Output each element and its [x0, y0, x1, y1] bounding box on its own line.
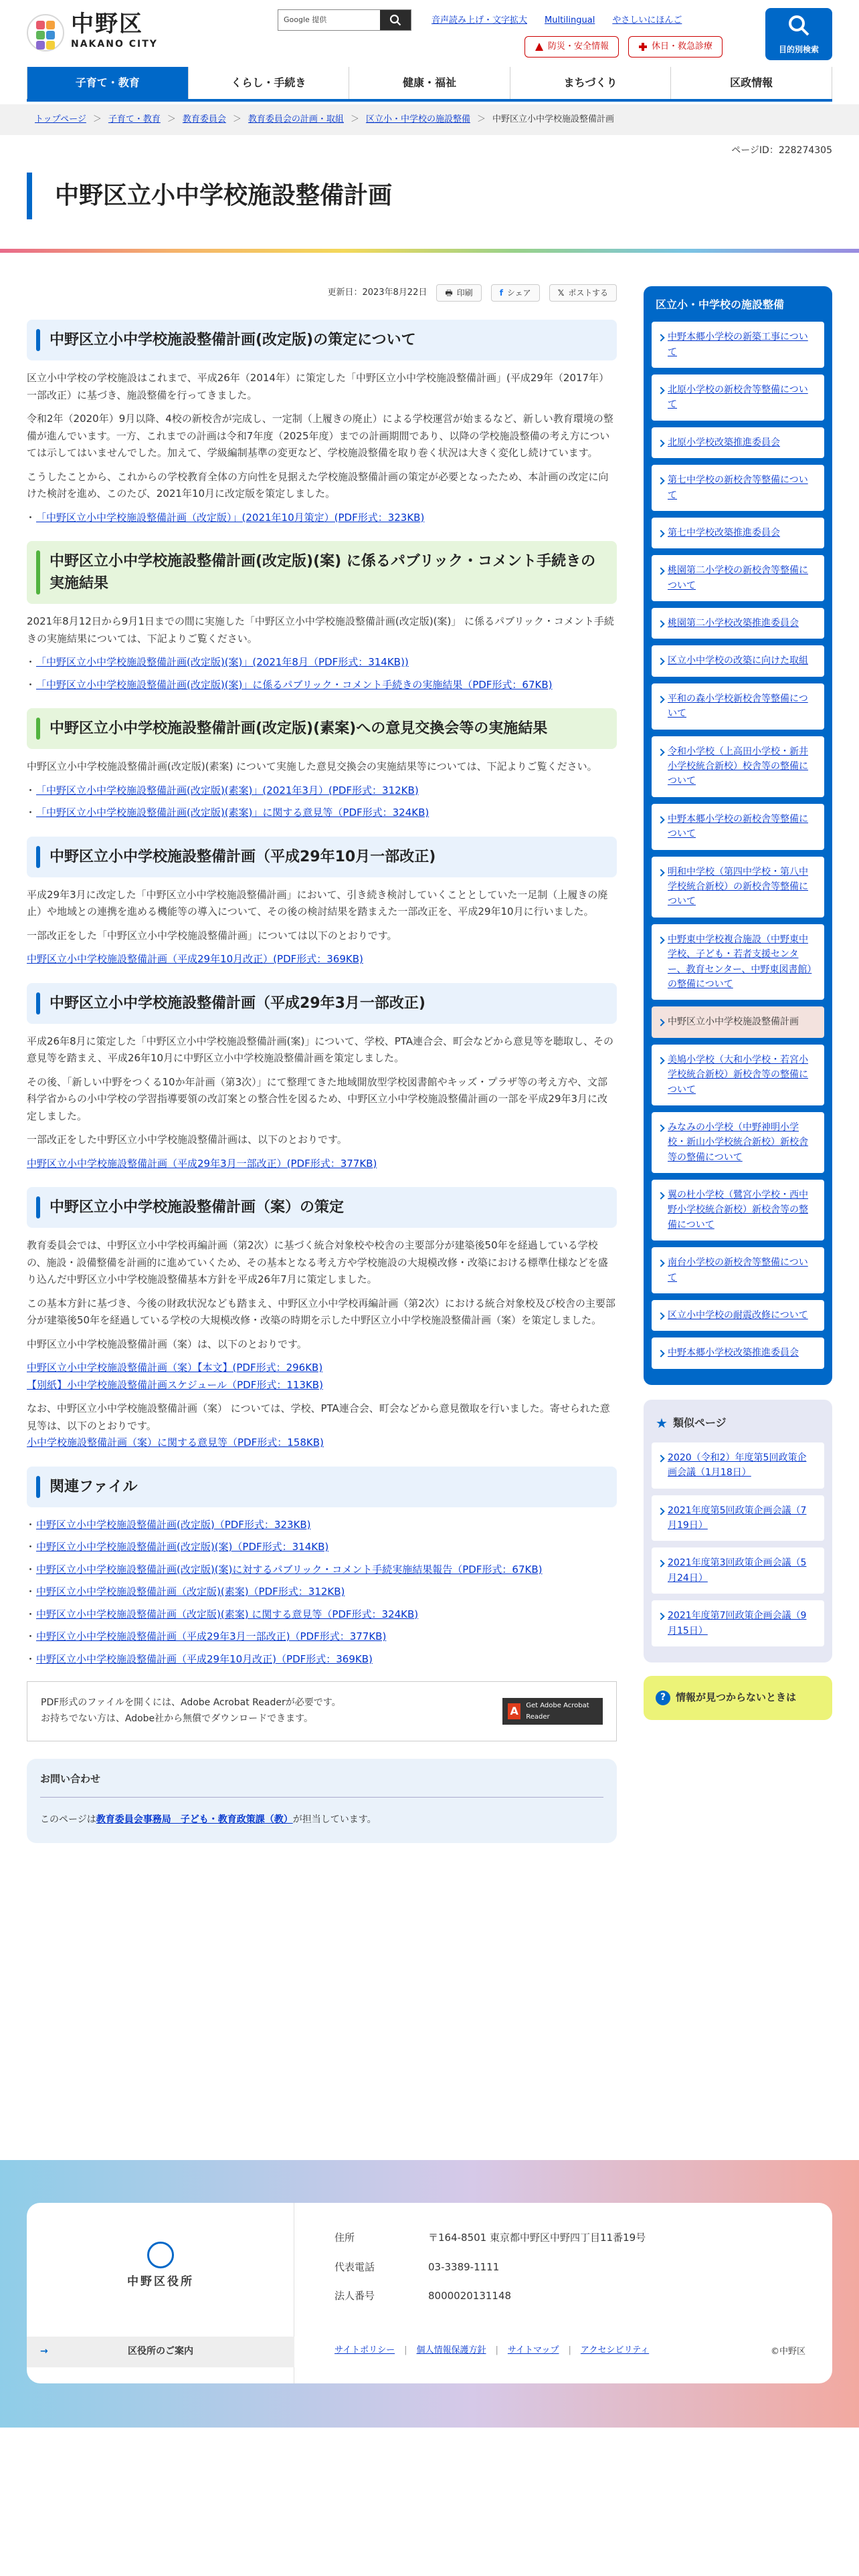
related-file-link[interactable]: 中野区立小中学校施設整備計画（改定版)(素案) に関する意見等（PDF形式：324KB)	[36, 1608, 419, 1620]
side-nav-item: 中野区立小中学校施設整備計画	[652, 1006, 824, 1037]
paragraph: 中野区立小中学校施設整備計画(改定版)(素案) について実施した意見交換会の実施結果等については、下記よりご覧ください。	[27, 760, 597, 772]
breadcrumb-item[interactable]: 教育委員会	[182, 114, 226, 124]
footer-links: サイトポリシー | 個人情報保護方針 | サイトマップ | アクセシビリティ	[335, 2343, 649, 2358]
pdf-link[interactable]: 中野区立小中学校施設整備計画（平成29年10月改正）(PDF形式：369KB)	[27, 953, 363, 965]
paragraph: 平成29年3月に改定した「中野区立小中学校施設整備計画」において、引き続き検討していくこととしていた一足制（上履きの廃止）や地域との連携を進める機能等の導入について、その後の検討結果を踏まえた一部改正を、平成29年10月に行いました。	[27, 888, 608, 918]
contact-box	[27, 1759, 617, 1843]
pdf-link[interactable]: 「中野区立小中学校施設整備計画(改定版)(素案)」に関する意見等（PDF形式：324KB)	[36, 807, 430, 819]
side-nav-item[interactable]: 翼の杜小学校（鷺宮小学校・西中野小学校統合新校）新校舎等の整備について	[652, 1180, 824, 1241]
paragraph: この基本方針に基づき、今後の財政状況なども踏まえ、中野区立小中学校再編計画（第2次）における統合対象校及び校舎の主要部分が建築後50年を経過している学校の大規模改修・改築の時期を示した中野区立小中学校施設整備計画（案）を策定しました。	[27, 1297, 615, 1326]
side-nav-item[interactable]: 南台小学校の新校舎等整備について	[652, 1247, 824, 1293]
copyright: ©中野区	[770, 2347, 805, 2357]
paragraph: 平成26年8月に策定した「中野区立小中学校施設整備計画(案)」について、学校、PTA連合会、町会などから意見等を聴取し、その意見等を踏まえ、平成26年10月に中野区立小中学校施設整備計画を策定しました。	[27, 1035, 614, 1064]
pdf-note: PDF形式のファイルを開くには、Adobe Acrobat Readerが必要です。	[41, 1697, 341, 1708]
footer-link[interactable]: 個人情報保護方針	[416, 2345, 486, 2355]
similar-page-item[interactable]: 2020（令和2）年度第5回政策企画会議（1月18日）	[652, 1442, 824, 1489]
facebook-icon: f	[499, 288, 503, 298]
related-files-heading: 関連ファイル	[27, 1467, 617, 1507]
related-file-link[interactable]: 中野区立小中学校施設整備計画(改定版)(案)に対するパブリック・コメント手続実施結果報告（PDF形式：67KB)	[36, 1563, 543, 1576]
logo-mark-icon	[27, 14, 64, 51]
related-file-link[interactable]: 中野区立小中学校施設整備計画(改定版)（PDF形式：323KB)	[36, 1518, 311, 1531]
side-nav-item[interactable]: 中野本郷小学校の新築工事について	[652, 322, 824, 368]
main-content	[27, 281, 617, 1843]
side-nav-item[interactable]: 区立小中学校の改築に向けた取組	[652, 645, 824, 676]
logo-name-en: NAKANO CITY	[71, 39, 158, 50]
footer-link[interactable]: サイトマップ	[507, 2345, 559, 2355]
side-nav-item[interactable]: 美鳩小学校（大和小学校・若宮小学校統合新校）新校舎等の整備について	[652, 1045, 824, 1105]
office-guide-link[interactable]: → 区役所のご案内	[27, 2337, 294, 2367]
section-heading: 中野区立小中学校施設整備計画（平成29年3月一部改正)	[27, 983, 617, 1024]
similar-pages: ★ 類似ページ 2020（令和2）年度第5回政策企画会議（1月18日） 2021年度第5回政策企画会議（7月19日） 2021年度第3回政策企画会議（5月24日） 2021年度第7回政策企画会議（9月15日）	[644, 1400, 832, 1662]
logo-name: 中野区	[71, 11, 143, 37]
facebook-share-button[interactable]: f シェア	[491, 284, 540, 302]
side-nav-item[interactable]: 区立小中学校の耐震改修について	[652, 1300, 824, 1331]
paragraph: こうしたことから、これからの学校教育全体の方向性を見据えた学校施設整備計画の策定が必要となったため、本計画の改定に向けた検討を進め、このたび、2021年10月に改定版を策定しました。	[27, 470, 609, 500]
paragraph: 教育委員会では、中野区立小中学校再編計画（第2次）に基づく統合対象校や校舎の主要部分が建築後50年を経過している学校の、施設・設備整備を計画的に進めていくため、その基本となる考え方や学校施設の大規模改修・改築における標準仕様などを盛り込んだ中野区立小中学校施設整備基本方針を平成26年7月に策定しました。	[27, 1239, 608, 1285]
medical-cross-icon	[638, 42, 648, 51]
nav-town[interactable]: まちづくり	[510, 67, 671, 99]
breadcrumb-item[interactable]: 区立小・中学校の施設整備	[365, 114, 470, 124]
side-nav-item[interactable]: みなみの小学校（中野神明小学校・新山小学校統合新校）新校舎等の整備について	[652, 1112, 824, 1173]
paragraph: 区立小中学校の学校施設はこれまで、平成26年（2014年）に策定した「中野区立小中学校施設整備計画」(平成29年（2017年）一部改正）に基づき、施設整備を行ってきました。	[27, 372, 609, 401]
similar-page-item[interactable]: 2021年度第3回政策企画会議（5月24日）	[652, 1547, 824, 1594]
breadcrumb-item[interactable]: トップページ	[35, 114, 86, 124]
adobe-icon: A	[508, 1703, 520, 1719]
global-nav	[27, 67, 832, 102]
x-icon: 𝕏	[557, 288, 565, 298]
site-logo[interactable]	[27, 12, 158, 53]
contact-title: お問い合わせ	[40, 1771, 603, 1798]
footer-link[interactable]: アクセシビリティ	[580, 2345, 650, 2355]
side-nav	[644, 286, 832, 1385]
site-header	[0, 0, 859, 67]
pdf-link[interactable]: 小中学校施設整備計画（案）に関する意見等（PDF形式：158KB)	[27, 1436, 324, 1448]
alert-buttons	[524, 36, 723, 58]
nav-health[interactable]: 健康・福祉	[349, 67, 510, 99]
pdf-reader-notice	[27, 1681, 617, 1741]
related-file-link[interactable]: 中野区立小中学校施設整備計画(改定版)(案)（PDF形式：314KB)	[36, 1541, 329, 1553]
related-files-list	[27, 1517, 617, 1669]
magnifier-icon	[787, 13, 811, 37]
side-nav-item[interactable]: 明和中学校（第四中学校・第八中学校統合新校）の新校舎等整備について	[652, 857, 824, 918]
similar-page-item[interactable]: 2021年度第5回政策企画会議（7月19日）	[652, 1495, 824, 1541]
footer-link[interactable]: サイトポリシー	[335, 2345, 395, 2355]
side-nav-item[interactable]: 第七中学校の新校舎等整備について	[652, 465, 824, 511]
util-link-voice[interactable]: 音声読み上げ・文字拡大	[432, 15, 528, 25]
section-heading: 中野区立小中学校施設整備計画（案）の策定	[27, 1187, 617, 1228]
print-icon: 🖶	[445, 288, 453, 298]
purpose-search-button[interactable]: 目的別検索	[765, 8, 832, 60]
paragraph: 令和2年（2020年）9月以降、4校の新校舎が完成し、一定制（上履きの廃止）による学校運営が始まるなど、新しい教育環境の整備が進んでいます。一方、これまでの計画は令和7年度（2025年度）までの計画期間であり、以降の学校施設整備の考え方については示してはいませんでした。加えて、学級編制基準の変更など、学校施設整備を取り巻く状況は大きく変化し続けています。	[27, 413, 613, 459]
footer-logo-icon	[147, 2242, 174, 2268]
breadcrumb-item[interactable]: 教育委員会の計画・取組	[248, 114, 344, 124]
x-post-button[interactable]: 𝕏 ポストする	[549, 284, 617, 302]
paragraph: その後、「新しい中野をつくる10か年計画（第3次）」にて整理てきた地域開放型学校図書館やキッズ・プラザ等の考え方や、文部科学省からの小中学校の学習指導要領の改訂案との整合性を図るため、中野区立小中学校施設整備計画の一部を平成29年3月に改定しました。	[27, 1075, 608, 1122]
side-nav-title: 区立小・中学校の施設整備	[656, 298, 785, 311]
nav-admin[interactable]: 区政情報	[670, 67, 832, 99]
adobe-reader-button[interactable]: A Get Adobe Acrobat Reader	[502, 1698, 603, 1725]
update-bar	[27, 281, 617, 305]
sidebar	[644, 286, 832, 1720]
page-title-area	[27, 171, 832, 221]
footer-info: 住所 〒164-8501 東京都中野区中野四丁目11番19号 代表電話 03-3389-1111 法人番号 8000020131148	[335, 2232, 646, 2302]
paragraph: 一部改正をした中野区立小中学校施設整備計画は、以下のとおりです。	[27, 1134, 347, 1146]
related-file-link[interactable]: 中野区立小中学校施設整備計画（平成29年10月改正)（PDF形式：369KB)	[36, 1652, 373, 1665]
side-nav-item[interactable]: 北原小学校改築推進委員会	[652, 427, 824, 458]
util-link-easy-japanese[interactable]: やさしいにほんご	[612, 15, 682, 25]
paragraph: なお、中野区立小中学校施設整備計画（案） については、学校、PTA連合会、町会などから意見徴取を行いました。寄せられた意見等は、以下のとおりです。	[27, 1402, 610, 1432]
paragraph: 2021年8月12日から9月1日までの間に実施した「中野区立小中学校施設整備計画(改定版)(案)」 に係るパブリック・コメント手続きの実施結果については、下記よりご覧ください。	[27, 615, 614, 645]
related-file-link[interactable]: 中野区立小中学校施設整備計画（改定版)(素案)（PDF形式：312KB)	[36, 1586, 345, 1598]
page-id: ページID：228274305	[731, 145, 832, 156]
pdf-note: お持ちでない方は、Adobe社から無償でダウンロードできます。	[41, 1713, 314, 1724]
paragraph: 一部改正をした「中野区立小中学校施設整備計画」については以下のとおりです。	[27, 929, 397, 942]
nav-living[interactable]: くらし・手続き	[188, 67, 349, 99]
pdf-link[interactable]: 【別紙】小中学校施設整備計画スケジュール（PDF形式：113KB)	[27, 1378, 323, 1391]
side-nav-item[interactable]: 中野東中学校複合施設（中野東中学校、子ども・若者支援センター、教育センター、中野東図書館）の整備について	[652, 924, 824, 1000]
warning-icon	[535, 42, 544, 51]
disaster-info-button[interactable]: 防災・安全情報	[524, 36, 619, 58]
pdf-link[interactable]: 「中野区立小中学校施設整備計画(改定版)(案)」に係るパブリック・コメント手続きの実施結果（PDF形式：67KB)	[36, 678, 553, 691]
pdf-link[interactable]: 「中野区立小中学校施設整備計画（改定版）」(2021年10月策定）(PDF形式：323KB)	[36, 511, 425, 524]
side-nav-item[interactable]: 北原小学校の新校舎等整備について	[652, 374, 824, 421]
page-title: 中野区立小中学校施設整備計画	[55, 182, 393, 209]
breadcrumb-bar	[0, 104, 859, 135]
side-nav-item[interactable]: 中野本郷小学校改築推進委員会	[652, 1337, 824, 1368]
contact-dept-link[interactable]: 教育委員会事務局 子ども・教育政策課（教）	[96, 1814, 293, 1826]
section-heading: 中野区立小中学校施設整備計画(改定版)(案) に係るパブリック・コメント手続きの実施結果	[27, 541, 617, 604]
pdf-link[interactable]: 「中野区立小中学校施設整備計画(改定版)(素案)」(2021年3月）(PDF形式：312KB)	[36, 784, 419, 796]
similar-page-item[interactable]: 2021年度第7回政策企画会議（9月15日）	[652, 1600, 824, 1646]
footer-card	[27, 2203, 832, 2383]
question-icon: ?	[656, 1691, 670, 1705]
print-button[interactable]: 🖶 印刷	[436, 284, 481, 302]
site-footer	[0, 2160, 859, 2428]
side-nav-item[interactable]: 桃園第二小学校改築推進委員会	[652, 608, 824, 639]
updated-date: 更新日：2023年8月22日	[327, 287, 427, 298]
breadcrumb-current: 中野区立小中学校施設整備計画	[492, 114, 614, 124]
contact-body: このページは教育委員会事務局 子ども・教育政策課（教）が担当しています。	[40, 1814, 377, 1826]
utility-links	[432, 13, 682, 28]
side-nav-item[interactable]: 令和小学校（上高田小学校・新井小学校統合新校）校舎等の整備について	[652, 736, 824, 797]
section-heading: 中野区立小中学校施設整備計画(改定版)(素案)への意見交換会等の実施結果	[27, 708, 617, 749]
nav-kids-education[interactable]: 子育て・教育	[27, 67, 188, 99]
emergency-clinic-button[interactable]: 休日・救急診療	[628, 36, 723, 58]
site-search[interactable]	[278, 9, 411, 31]
section-heading: 中野区立小中学校施設整備計画(改定版)の策定について	[27, 320, 617, 360]
section-heading: 中野区立小中学校施設整備計画（平成29年10月一部改正)	[27, 837, 617, 877]
side-nav-item[interactable]: 桃園第二小学校の新校舎等整備について	[652, 555, 824, 601]
side-nav-item[interactable]: 平和の森小学校新校舎等整備について	[652, 683, 824, 730]
pdf-link[interactable]: 「中野区立小中学校施設整備計画(改定版)(案)」(2021年8月（PDF形式：314KB))	[36, 656, 409, 668]
side-nav-item[interactable]: 第七中学校改築推進委員会	[652, 518, 824, 548]
breadcrumb-item[interactable]: 子育て・教育	[108, 114, 161, 124]
footer-logo: 中野区役所	[27, 2242, 294, 2292]
rainbow-divider	[0, 249, 859, 253]
paragraph: 中野区立小中学校施設整備計画（案）は、以下のとおりです。	[27, 1337, 307, 1350]
not-found-button[interactable]: ? 情報が見つからないときは	[644, 1676, 832, 1720]
breadcrumb: トップページ ＞ 子育て・教育 ＞ 教育委員会 ＞ 教育委員会の計画・取組 ＞ 区立小・中学校の施設整備 ＞ 中野区立小中学校施設整備計画	[35, 112, 614, 127]
util-link-multilingual[interactable]: Multilingual	[545, 15, 595, 25]
search-button[interactable]	[380, 10, 411, 30]
related-file-link[interactable]: 中野区立小中学校施設整備計画（平成29年3月一部改正)（PDF形式：377KB)	[36, 1630, 387, 1642]
search-brand: Google 提供	[284, 15, 327, 24]
pdf-link[interactable]: 中野区立小中学校施設整備計画（平成29年3月一部改正）(PDF形式：377KB)	[27, 1157, 377, 1170]
star-icon: ★	[656, 1414, 668, 1431]
pdf-link[interactable]: 中野区立小中学校施設整備計画（案）【本文】(PDF形式：296KB)	[27, 1362, 323, 1374]
side-nav-item[interactable]: 中野本郷小学校の新校舎等整備について	[652, 804, 824, 850]
search-icon	[389, 14, 401, 26]
